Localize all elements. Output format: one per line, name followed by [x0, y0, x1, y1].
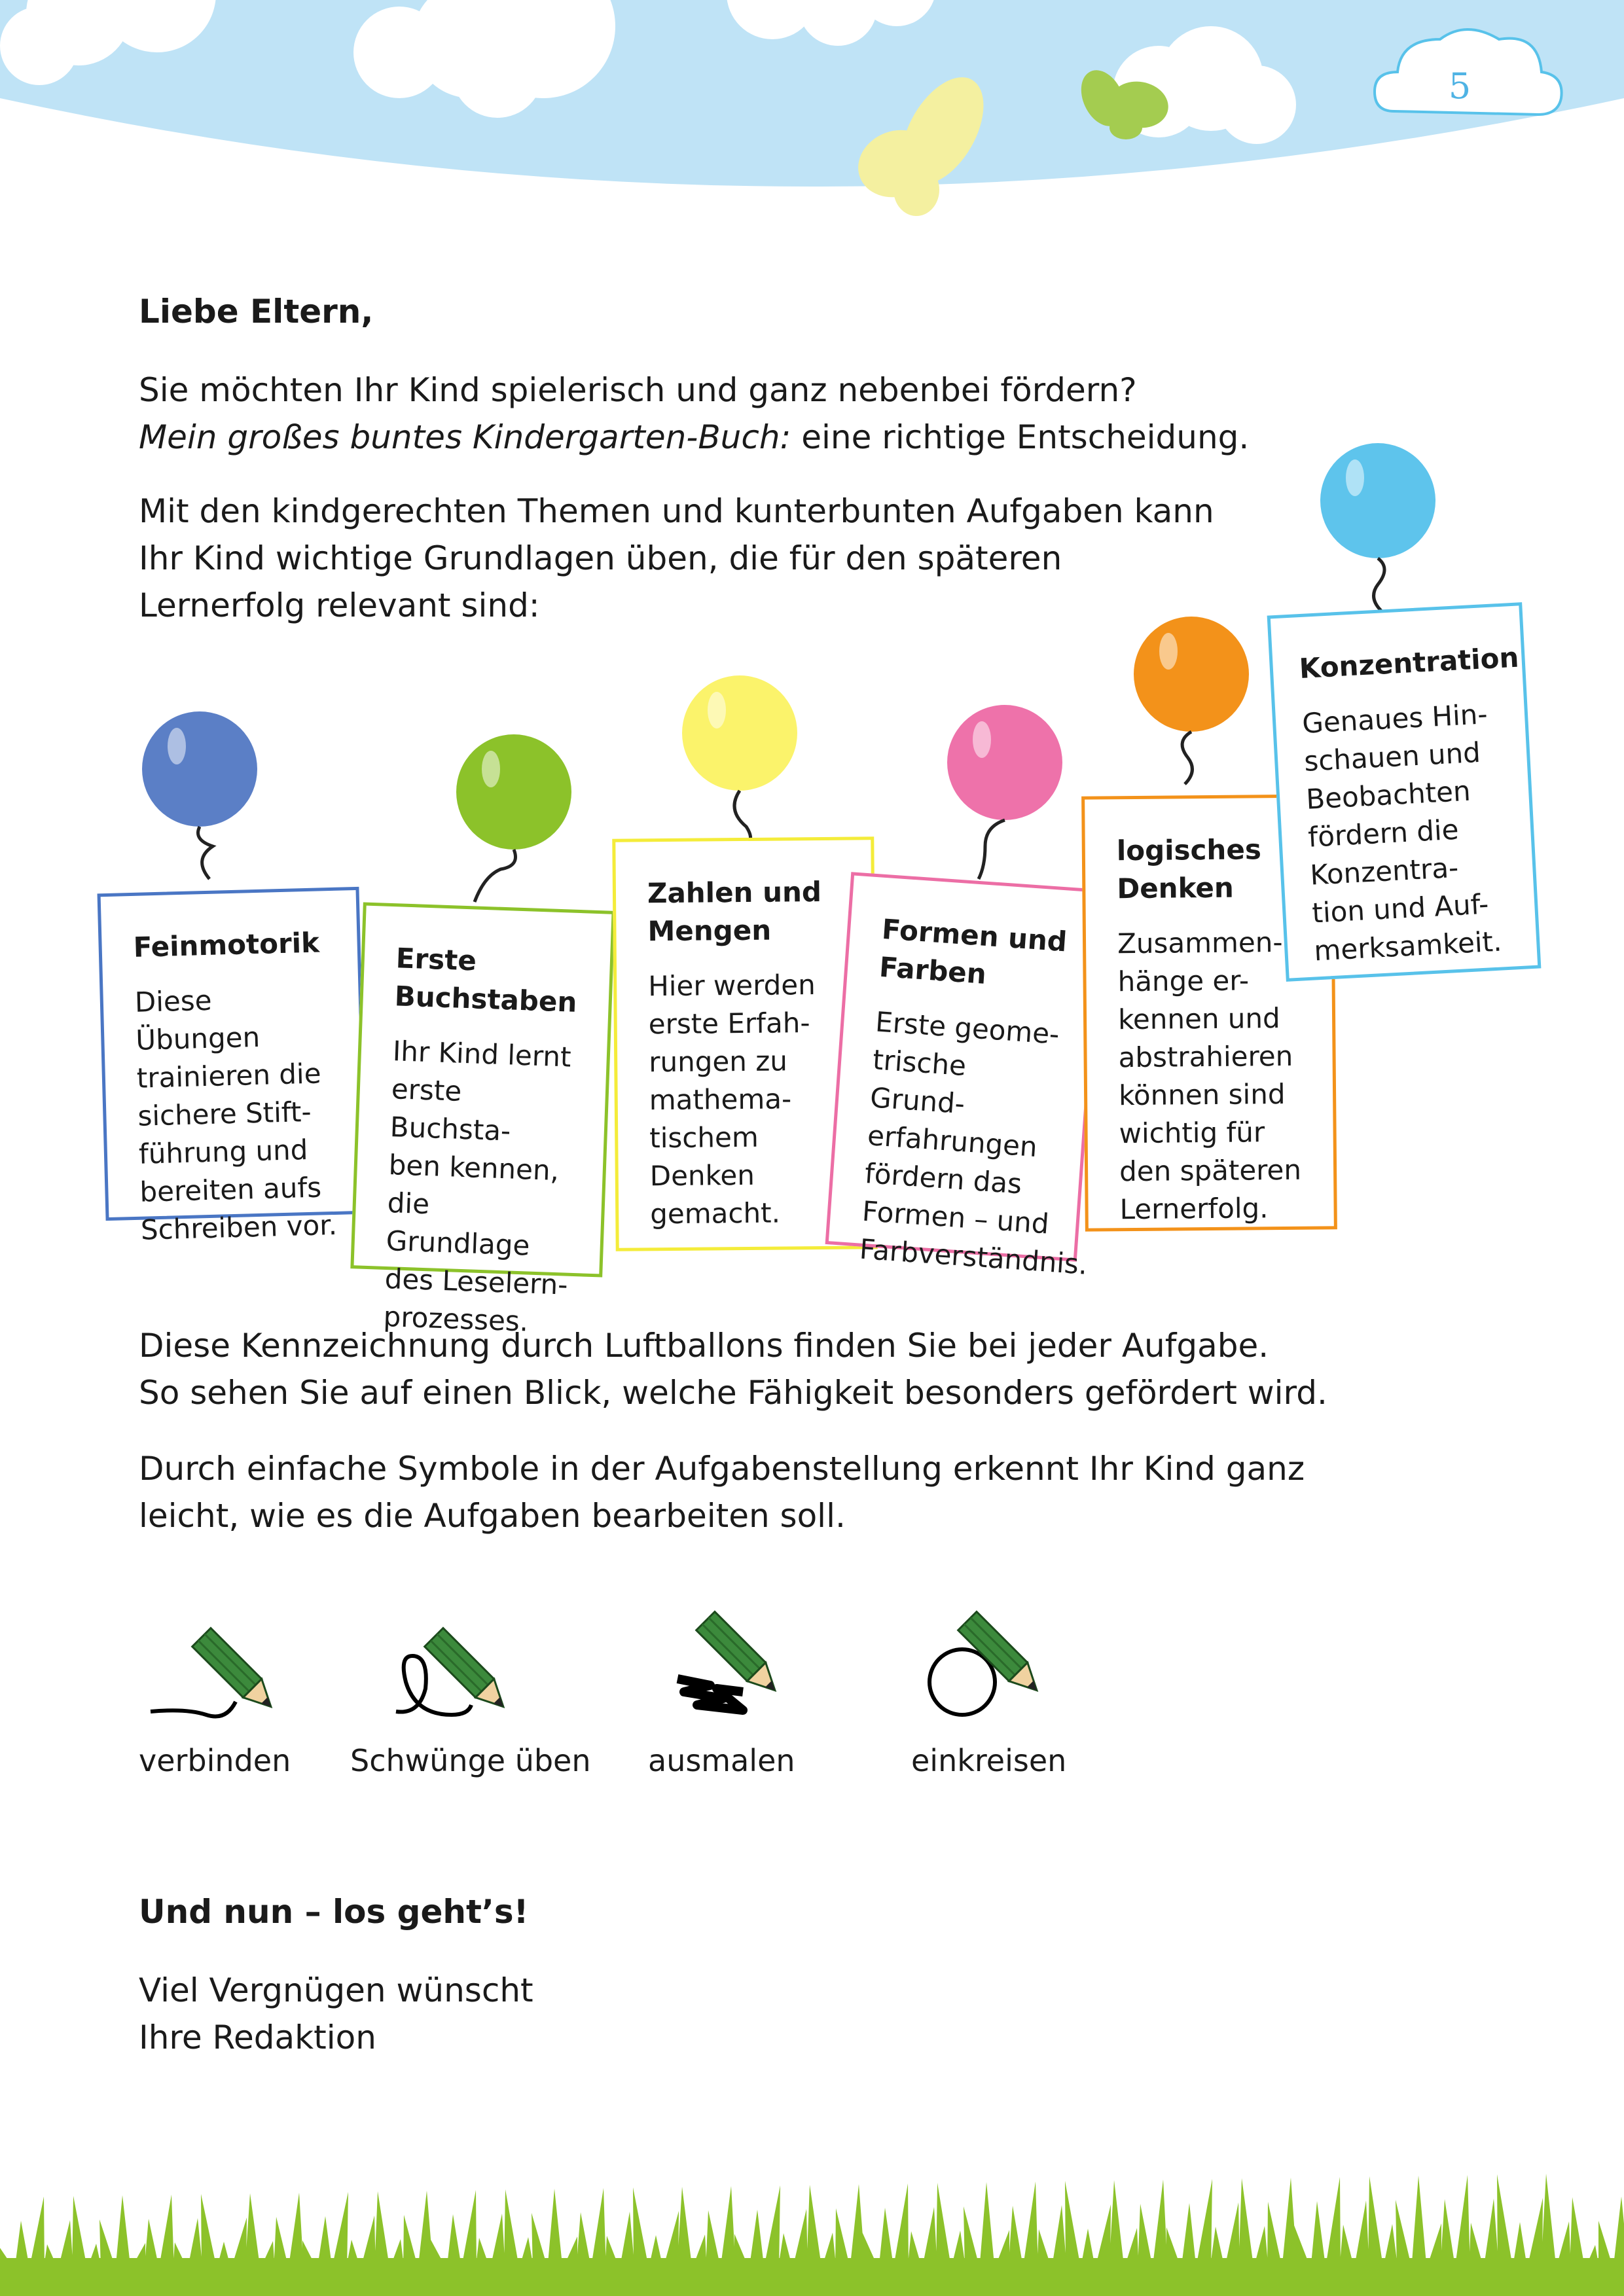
- paragraph-skills-line-2: Ihr Kind wichtige Grundlagen üben, die für den späteren: [139, 539, 1062, 577]
- balloon-icon: [946, 704, 1064, 874]
- balloon-icon: [681, 674, 799, 844]
- grass-footer-decoration: [0, 2160, 1624, 2296]
- symbol-label-schwuenge-ueben: Schwünge üben: [350, 1743, 591, 1778]
- card-title: Formen und Farben: [878, 912, 1068, 990]
- card-title: Erste Buchstaben: [394, 942, 578, 1018]
- pencil-circle-icon: [920, 1607, 1090, 1725]
- greeting: Liebe Eltern,: [139, 293, 374, 331]
- card-title: Zahlen und Mengen: [647, 875, 822, 948]
- paragraph-symbols: [139, 1445, 1305, 1539]
- skill-card-feinmotorik: [98, 887, 368, 1246]
- balloon-icon: [1319, 442, 1437, 612]
- card-title: Feinmotorik: [133, 926, 320, 963]
- closing-signature: [139, 1967, 533, 2061]
- symbol-label-ausmalen: ausmalen: [648, 1743, 795, 1778]
- pencil-line-icon: [147, 1617, 317, 1734]
- card-text: Erste geome- trische Grund- erfahrungen fördern das Formen – und Farbverständnis.: [858, 1005, 1089, 1281]
- skill-card-konzentration: [1267, 602, 1542, 982]
- card-title: logisches Denken: [1116, 833, 1262, 905]
- card-title: Konzentration: [1298, 641, 1520, 685]
- page-number: 5: [1448, 65, 1471, 107]
- balloon-icon: [455, 733, 573, 903]
- paragraph-skills: [139, 488, 1214, 629]
- card-text: Genaues Hin- schauen und Beobachten fördern die Konzentra- tion und Auf- merksamkeit.: [1301, 698, 1503, 967]
- skill-card-formen-und-farben: [825, 872, 1103, 1281]
- paragraph-skills-line-3: Lernerfolg relevant sind:: [139, 586, 540, 624]
- book-title: Mein großes buntes Kindergarten-Buch:: [139, 418, 791, 456]
- paragraph-skills-line-1: Mit den kindgerechten Themen und kunterbunten Aufgaben kann: [139, 492, 1214, 530]
- card-text: Zusammen- hänge er- kennen und abstrahieren können sind wichtig für den späteren Lernerfolg.: [1117, 926, 1302, 1226]
- symbol-label-verbinden: verbinden: [139, 1743, 291, 1778]
- skill-card-erste-buchstaben: [350, 902, 615, 1338]
- intro-paragraph: [139, 367, 1249, 461]
- paragraph-balloons-line-1: Diese Kennzeichnung durch Luftballons finden Sie bei jeder Aufgabe.: [139, 1327, 1269, 1365]
- closing-line-1: Viel Vergnügen wünscht: [139, 1971, 533, 2009]
- balloon-icon: [141, 710, 259, 880]
- balloon-icon: [1132, 615, 1250, 785]
- closing-line-2: Ihre Redaktion: [139, 2018, 376, 2056]
- intro-line-2-rest: eine richtige Entscheidung.: [791, 418, 1250, 456]
- paragraph-symbols-line-2: leicht, wie es die Aufgaben bearbeiten soll.: [139, 1497, 846, 1535]
- card-text: Ihr Kind lernt erste Buchsta- ben kennen, die Grundlage des Leselern- prozesses.: [382, 1035, 572, 1338]
- paragraph-balloons: [139, 1322, 1327, 1416]
- closing-headline: Und nun – los geht’s!: [139, 1893, 529, 1931]
- card-text: Diese Übungen trainieren die sichere Stift- führung und bereiten aufs Schreiben vor.: [134, 984, 338, 1246]
- symbol-label-einkreisen: einkreisen: [911, 1743, 1067, 1778]
- paragraph-symbols-line-1: Durch einfache Symbole in der Aufgabenstellung erkennt Ihr Kind ganz: [139, 1450, 1305, 1488]
- intro-line-1: Sie möchten Ihr Kind spielerisch und ganz nebenbei fördern?: [139, 371, 1137, 409]
- intro-line-2: [139, 414, 1249, 461]
- sky-header-decoration: [0, 0, 1624, 223]
- card-text: Hier werden erste Erfah- rungen zu mathema- tischem Denken gemacht.: [648, 969, 816, 1230]
- paragraph-balloons-line-2: So sehen Sie auf einen Blick, welche Fähigkeit besonders gefördert wird.: [139, 1374, 1327, 1412]
- pencil-loop-icon: [393, 1617, 563, 1734]
- pencil-scribble-icon: [671, 1607, 841, 1725]
